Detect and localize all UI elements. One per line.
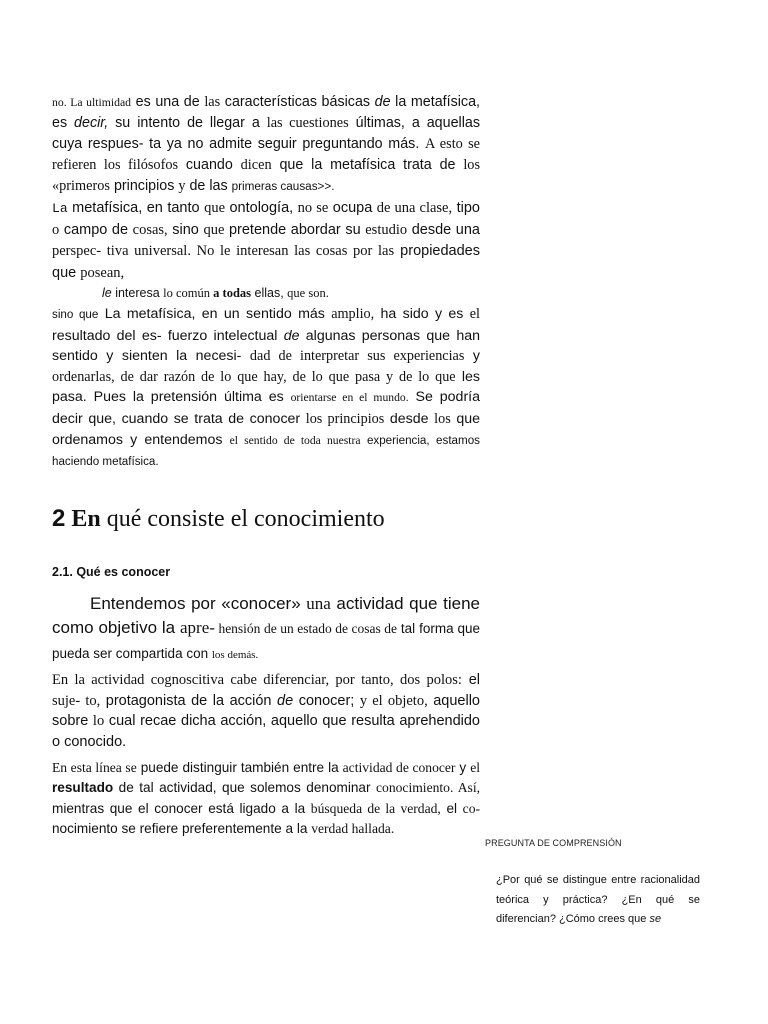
text-run: Se podría decir que, cuando se trata de conocer <box>52 389 481 427</box>
section-heading <box>52 503 385 535</box>
text-run: La metafísica, en un sentido más <box>98 306 332 322</box>
text-run: cuando <box>178 157 241 173</box>
knowledge-definition-paragraph <box>52 592 480 667</box>
text-run: que ordenamos y entendemos <box>52 410 480 448</box>
text-run: nocimiento se refiere preferentemente a la <box>52 820 312 836</box>
text-run: el <box>469 306 480 322</box>
text-run: La <box>52 201 68 216</box>
text-run: a todas <box>210 286 252 300</box>
text-run: puede distinguir también entre la <box>136 760 343 775</box>
text-run: hensión de un estado de cosas de <box>214 621 398 636</box>
text-run: cual recae dicha acción, aquello que resulta aprehendido o conocido. <box>52 713 480 751</box>
text-run: posean, <box>80 264 125 281</box>
text-run: cosas, <box>132 221 168 238</box>
knowledge-result-paragraph <box>52 758 480 839</box>
text-run: que <box>203 221 225 238</box>
text-run: los principios <box>305 410 385 427</box>
text-run: apre- <box>180 618 215 637</box>
text-run: y <box>455 760 471 775</box>
text-run: tipo <box>452 200 480 216</box>
section-number: 2 <box>52 505 66 532</box>
text-run: los <box>434 410 451 427</box>
text-run: polos: <box>426 672 462 688</box>
text-run: ha sido y es <box>374 306 470 322</box>
text-run: co- <box>462 800 481 816</box>
text-run: Así, <box>453 780 481 796</box>
comprehension-question-title: PREGUNTA DE COMPRENSIÓN <box>485 838 622 848</box>
text-run: ordenarlas, de dar razón de lo que hay, de lo que pasa y de lo que <box>52 368 456 385</box>
text-run: ocupa <box>328 200 377 216</box>
text-run: perspec- tiva universal. No le interesan las cosas por las <box>52 243 395 259</box>
section-heading-lead: En <box>71 506 101 532</box>
text-run: una <box>306 594 331 613</box>
text-run: el <box>470 760 480 775</box>
text-run: de <box>277 692 294 709</box>
text-run: protagonista de la acción <box>100 692 278 709</box>
text-run: que la metafísica trata de <box>271 157 464 173</box>
text-run: y el objeto, <box>359 692 428 709</box>
metaphysics-paragraph-3 <box>52 304 480 473</box>
text-run: de <box>374 94 391 110</box>
text-run: dad de interpretar <box>249 348 360 365</box>
text-run: ellas, <box>251 286 288 300</box>
text-run: mientras que el conocer está ligado a la <box>52 800 311 816</box>
text-run: experiencia, estamos haciendo metafísica. <box>52 433 480 469</box>
text-run: no se <box>297 200 329 216</box>
text-run: sus experiencias <box>359 348 465 365</box>
text-run: actividad que tiene como objetivo la <box>52 594 480 637</box>
text-run: no. La ultimidad <box>52 96 132 109</box>
text-run: las <box>204 94 221 110</box>
text-run: conocimiento. <box>375 780 454 796</box>
text-run: de tal actividad, que solemos denominar <box>113 780 376 796</box>
text-run: desde <box>384 410 435 427</box>
text-run: tal forma que pueda ser compartida con <box>52 621 480 661</box>
text-run: ¿Por qué se distingue entre racionalidad teórica y práctica? ¿En qué se diferencian? ¿Cómo crees que <box>496 874 700 925</box>
text-run: que son. <box>287 286 329 300</box>
text-run: la metafísica, es <box>52 94 480 131</box>
subject-object-paragraph <box>52 670 480 753</box>
metaphysics-paragraph-3-lead <box>102 284 329 302</box>
text-run: principios <box>109 178 179 194</box>
text-run: decir, <box>74 115 109 131</box>
text-run: En esta línea <box>52 760 126 775</box>
text-run: A esto se refieren los filósofos <box>52 136 481 173</box>
text-run: dicen <box>240 157 272 173</box>
section-heading-text: qué consiste el conocimiento <box>106 506 385 532</box>
text-run: aquello sobre <box>52 692 480 730</box>
text-run: campo de <box>59 221 133 238</box>
text-run: ontología, <box>225 200 298 216</box>
text-run: les pasa. Pues la pretensión última es <box>52 368 480 406</box>
text-run: y <box>178 178 186 194</box>
text-run: el <box>461 672 480 688</box>
text-run: resultado <box>52 780 114 796</box>
text-run: su intento de llegar a <box>108 115 267 131</box>
text-run: sino que <box>52 308 99 321</box>
text-run: Entendemos por «conocer» <box>90 594 307 613</box>
text-run: lo común <box>163 286 211 300</box>
text-run: o <box>52 221 60 238</box>
text-run: se <box>649 913 662 925</box>
text-run: propiedades que <box>52 243 480 281</box>
text-run: que <box>204 200 225 216</box>
text-run: pretende abordar su <box>224 221 366 238</box>
text-run: amplio, <box>331 306 375 322</box>
text-run: actividad de conocer <box>342 760 456 775</box>
text-run: de una clase, <box>376 200 453 216</box>
text-run: En la actividad cognoscitiva cabe diferenciar, por tanto, dos <box>52 672 427 688</box>
text-run: el sentido de toda nuestra <box>229 433 361 447</box>
comprehension-question-text <box>496 871 700 930</box>
text-run: resultado del es- fuerzo intelectual <box>52 327 284 344</box>
text-run: el <box>440 800 463 816</box>
text-run: y <box>464 348 480 365</box>
text-run: estudio <box>365 221 408 238</box>
text-run: las cuestiones <box>266 115 349 131</box>
text-run: primeras causas>>. <box>231 180 335 193</box>
text-run: le <box>102 286 112 300</box>
metaphysics-paragraph-2 <box>52 198 480 284</box>
text-run: algunas personas que han sentido y sienten la necesi- <box>52 327 481 365</box>
text-run: de <box>283 327 300 344</box>
text-run: búsqueda de la verdad, <box>310 800 441 816</box>
subsection-heading: 2.1. Qué es conocer <box>52 565 171 579</box>
text-run: últimas, a aquellas cuya respues- ta ya no admite seguir preguntando más. <box>52 115 480 152</box>
text-run: sino <box>167 221 204 238</box>
text-run: lo <box>92 713 105 730</box>
text-run: de las <box>185 178 232 194</box>
text-run: orientarse en el mundo. <box>290 391 409 405</box>
text-run: desde una <box>407 221 480 238</box>
text-run: suje- to, <box>52 692 101 709</box>
text-run: conocer; <box>293 692 360 709</box>
text-run: los «primeros <box>52 157 481 194</box>
text-run: los demás. <box>211 649 259 661</box>
text-run: características básicas <box>220 94 375 110</box>
metaphysics-paragraph-1 <box>52 92 480 197</box>
text-run: metafísica, en tanto <box>67 200 205 216</box>
text-run: es una de <box>131 94 205 110</box>
text-run: se <box>125 760 137 775</box>
text-run: verdad hallada. <box>311 820 395 836</box>
text-run: interesa <box>111 286 164 300</box>
